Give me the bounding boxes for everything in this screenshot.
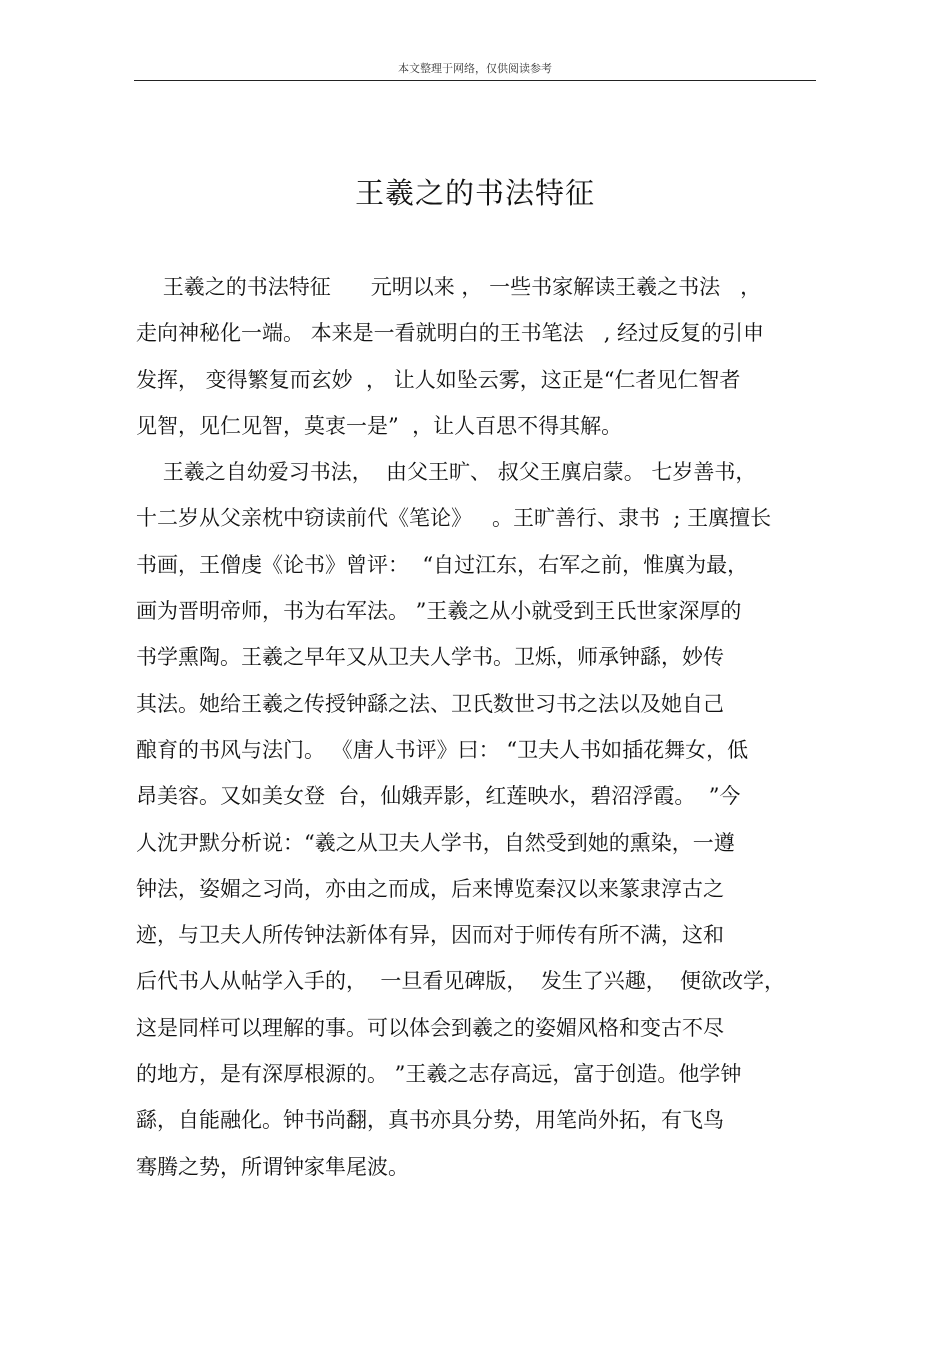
- body-line: 走向神秘化一端。 本来是一看就明白的王书笔法 , 经过反复的引申: [136, 321, 765, 346]
- body-line: 人沈尹默分析说：“羲之从卫夫人学书，自然受到她的熏染，一遵: [136, 830, 735, 855]
- header-note: 本文整理于网络，仅供阅读参考: [398, 62, 552, 75]
- body-line: 其法。她给王羲之传授钟繇之法、卫氏数世习书之法以及她自己: [136, 691, 724, 716]
- body-line: 王羲之自幼爱习书法， 由父王旷、 叔父王廙启蒙。 七岁善书，: [136, 460, 757, 485]
- body-line: 昂美容。又如美女登 台，仙娥弄影，红莲映水，碧沼浮霞。 ”今: [136, 784, 741, 809]
- document-body: [136, 264, 836, 1190]
- body-line: 迹，与卫夫人所传钟法新体有异，因而对于师传有所不满，这和: [136, 923, 724, 948]
- body-line: 的地方，是有深厚根源的。 ”王羲之志存高远，富于创造。他学钟: [136, 1062, 742, 1087]
- body-line: 书学熏陶。王羲之早年又从卫夫人学书。卫烁，师承钟繇，妙传: [136, 645, 724, 670]
- header-divider: [134, 80, 816, 81]
- body-line: 王羲之的书法特征 元明以来 ， 一些书家解读王羲之书法 ，: [136, 275, 762, 299]
- body-line: 繇，自能融化。钟书尚翻，真书亦具分势，用笔尚外拓，有飞鸟: [136, 1108, 724, 1133]
- body-line: 见智，见仁见智，莫衷一是” ，让人百思不得其解。: [136, 413, 623, 438]
- body-line: 书画，王僧虔《论书》曾评： “自过江东，右军之前，惟廙为最，: [136, 552, 749, 577]
- document-title: 王羲之的书法特征: [354, 176, 595, 211]
- body-line: 后代书人从帖学入手的， 一旦看见碑版， 发生了兴趣， 便欲改学，: [136, 969, 786, 994]
- body-line: 画为晋明帝师，书为右军法。 ”王羲之从小就受到王氏世家深厚的: [136, 599, 742, 624]
- body-line: 十二岁从父亲枕中窃读前代《笔论》 。王旷善行、隶书 ; 王廙擅长: [136, 506, 772, 531]
- body-line: 钟法，姿媚之习尚，亦由之而成，后来博览秦汉以来篆隶淳古之: [136, 876, 724, 901]
- body-line: 发挥， 变得繁复而玄妙 ， 让人如坠云雾，这正是“仁者见仁智者: [136, 367, 741, 392]
- body-line: 酿育的书风与法门。 《唐人书评》曰： “卫夫人书如插花舞女，低: [136, 737, 749, 762]
- body-line: 这是同样可以理解的事。可以体会到羲之的姿媚风格和变古不尽: [136, 1015, 724, 1040]
- body-line: 骞腾之势，所谓钟家隼尾波。: [136, 1154, 409, 1179]
